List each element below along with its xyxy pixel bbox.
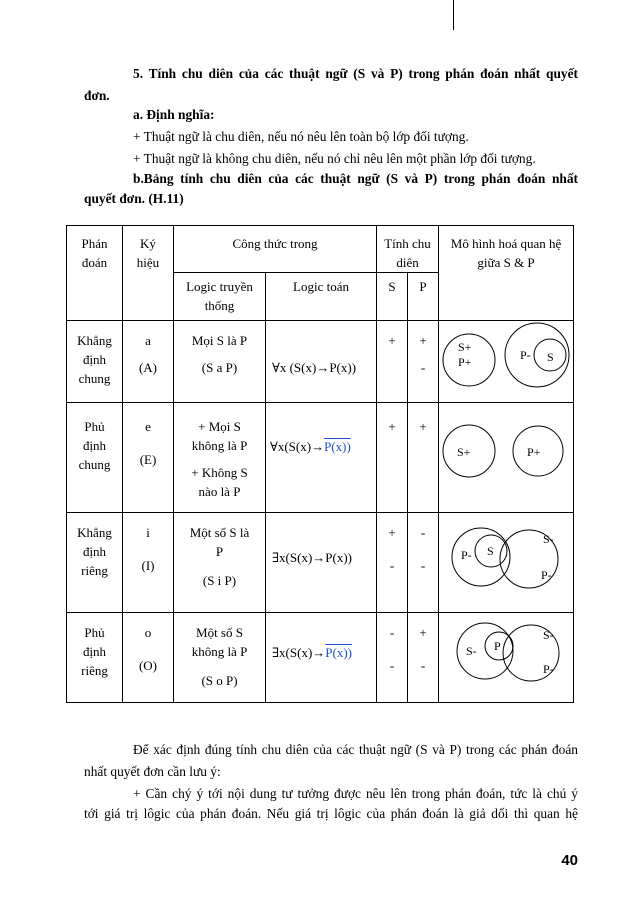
row-a-p-2: -: [420, 360, 426, 375]
row-i-symbol-code: (I): [141, 558, 155, 573]
definition-title: a. Định nghĩa:: [133, 107, 215, 122]
row-i-p-1: -: [420, 525, 426, 540]
venn-e-label-s-plus: S+: [457, 445, 471, 459]
row-a-judgment-3: chung: [78, 371, 111, 386]
row-o-judgment-1: Phủ: [84, 625, 105, 640]
row-i-p-2: -: [420, 558, 426, 573]
header-p-text: P: [419, 279, 427, 294]
header-judgment-line1: Phán: [81, 236, 108, 251]
row-e-math: [266, 403, 376, 456]
row-a-traditional-1: Mọi S là P: [191, 333, 248, 348]
row-i-math: ∃x(S(x)→P(x)): [272, 550, 352, 565]
table-heading-line1: b.Bảng tính chu diên của các thuật ngữ (S và P) trong phán đoán nhất: [133, 171, 578, 186]
venn-diagram-a: [439, 321, 574, 401]
header-math: [266, 273, 377, 321]
venn-e-label-p-plus: P+: [527, 445, 541, 459]
row-e-traditional-2: không là P: [191, 438, 248, 453]
venn-diagram-i: [439, 513, 574, 611]
row-o-symbol: o: [144, 625, 152, 640]
row-i-judgment-2: định: [82, 544, 107, 559]
row-e-math-negation: P(x)): [324, 439, 351, 454]
row-e-traditional-1: + Mọi S: [198, 419, 241, 434]
venn-diagram-o: [439, 613, 574, 701]
row-o-p-2: -: [420, 658, 426, 673]
row-a-judgment-1: Khẳng: [77, 333, 112, 348]
venn-a-label-p-plus: P+: [458, 355, 472, 369]
footer-para-line4: tới giá trị lôgic của phán đoán. Nếu giá trị lôgic của phán đoán là giả dối thì quan hệ: [84, 806, 578, 821]
venn-o-label-p-minus: P-: [543, 662, 554, 676]
header-model-line2: giữa S & P: [477, 255, 535, 270]
header-symbol-line1: Ký: [140, 236, 156, 251]
row-o-traditional-3: (S o P): [201, 673, 238, 688]
top-margin-line: [453, 0, 454, 30]
section-heading-line2: đơn.: [84, 88, 110, 103]
venn-a-label-s-plus: S+: [458, 340, 472, 354]
table-row-i: [67, 513, 574, 613]
distribution-table: [66, 225, 574, 703]
header-s-text: S: [388, 279, 396, 294]
row-o-symbol-code: (O): [138, 658, 158, 673]
table-heading-line2: quyết đơn. (H.11): [84, 191, 184, 206]
header-traditional: [174, 273, 266, 321]
row-e-traditional-4: nào là P: [198, 484, 241, 499]
row-i-traditional-2: P: [215, 544, 224, 559]
header-traditional-line2: thống: [204, 298, 235, 313]
row-i-s-2: -: [389, 558, 395, 573]
row-e-symbol-code: (E): [139, 452, 157, 467]
header-symbol: [123, 226, 174, 321]
venn-a-label-p-minus: P-: [520, 348, 531, 362]
table-row-e: [67, 403, 574, 513]
row-e-s: +: [388, 419, 396, 434]
table-row-o: [67, 613, 574, 703]
header-formula: [174, 226, 377, 273]
row-o-traditional-1: Một số S: [196, 625, 243, 640]
row-e-traditional-3: + Không S: [191, 465, 248, 480]
venn-i-label-s: S: [487, 544, 494, 558]
header-p: [408, 273, 439, 321]
venn-a-label-s: S: [547, 350, 554, 364]
row-e-judgment-3: chung: [78, 457, 111, 472]
header-judgment: [67, 226, 123, 321]
footer-para-line2: nhất quyết đơn cần lưu ý:: [84, 764, 221, 779]
header-distribution-line2: diên: [396, 255, 419, 270]
row-e-symbol: e: [145, 419, 151, 434]
row-o-judgment-2: định: [82, 644, 107, 659]
row-o-judgment-3: riêng: [81, 663, 108, 678]
row-i-traditional-3: (S i P): [202, 573, 237, 588]
header-judgment-line2: đoán: [81, 255, 108, 270]
venn-o-label-s-minus: S-: [466, 644, 477, 658]
row-a-judgment-2: định: [82, 352, 107, 367]
header-model-line1: Mô hình hoá quan hệ: [450, 236, 562, 251]
table-row-a: [67, 321, 574, 403]
header-s: [377, 273, 408, 321]
row-o-math-negation: P(x)): [325, 645, 352, 660]
row-i-judgment-3: riêng: [81, 563, 108, 578]
row-a-symbol-code: (A): [138, 360, 158, 375]
row-e-p: +: [419, 419, 427, 434]
row-a-symbol: a: [145, 333, 151, 348]
definition-item-2: + Thuật ngữ là không chu diên, nếu nó chỉ nêu lên một phần lớp đối tượng.: [133, 151, 536, 166]
row-i-symbol: i: [146, 525, 150, 540]
header-distribution: [377, 226, 439, 273]
header-formula-text: Công thức trong: [232, 236, 318, 251]
row-i-s-1: +: [388, 525, 396, 540]
footer-para-line3: + Cần chý ý tới nội dung tư tưởng được nêu lên trong phán đoán, tức là chú ý: [133, 786, 578, 801]
row-i-judgment-1: Khẳng: [77, 525, 112, 540]
header-distribution-line1: Tính chu: [384, 236, 431, 251]
row-i-traditional-1: Một số S là: [189, 525, 250, 540]
row-a-p-1: +: [419, 333, 427, 348]
row-o-math-prefix: ∃x(S(x)→: [272, 645, 326, 660]
header-traditional-line1: Logic truyền: [186, 279, 253, 294]
venn-o-label-p: P: [494, 639, 501, 653]
venn-diagram-e: [439, 403, 574, 503]
row-e-math-prefix: ∀x(S(x)→: [270, 439, 325, 454]
footer-para-line1: Để xác định đúng tính chu diên của các thuật ngữ (S và P) trong các phán đoán: [133, 742, 578, 757]
section-heading-line1: 5. Tính chu diên của các thuật ngữ (S và P) trong phán đoán nhất quyết: [133, 66, 578, 81]
row-a-traditional-2: (S a P): [201, 360, 238, 375]
row-e-judgment-1: Phủ: [84, 419, 105, 434]
row-e-judgment-2: định: [82, 438, 107, 453]
row-o-traditional-2: không là P: [191, 644, 248, 659]
page-number: 40: [561, 852, 578, 869]
row-a-s: +: [388, 333, 396, 348]
header-symbol-line2: hiệu: [136, 255, 160, 270]
row-o-p-1: +: [419, 625, 427, 640]
venn-i-label-p-minus-right: P-: [541, 568, 552, 582]
row-a-math: ∀x (S(x)→P(x)): [272, 360, 357, 375]
header-model: [439, 226, 574, 321]
venn-o-label-s-minus-right: S-: [543, 628, 554, 642]
row-o-math: [266, 613, 376, 662]
definition-item-1: + Thuật ngữ là chu diên, nếu nó nêu lên toàn bộ lớp đối tượng.: [133, 129, 469, 144]
row-o-s-1: -: [389, 625, 395, 640]
header-math-text: Logic toán: [293, 279, 349, 294]
venn-a-circle-p-outer: [505, 323, 569, 387]
row-o-s-2: -: [389, 658, 395, 673]
venn-i-label-s-minus: S-: [543, 532, 554, 546]
venn-i-label-p-minus: P-: [461, 548, 472, 562]
